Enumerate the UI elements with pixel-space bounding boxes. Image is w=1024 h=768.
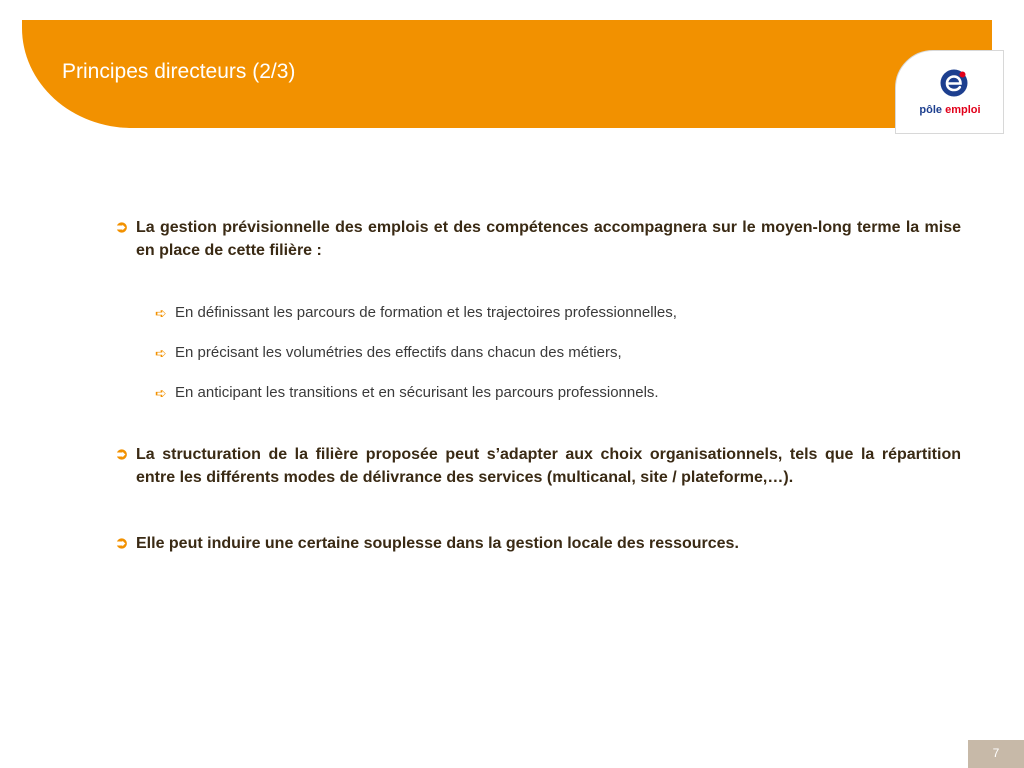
page-number: 7 xyxy=(992,746,1000,760)
sub-bullet-text: En anticipant les transitions et en sécurisant les parcours professionnels. xyxy=(175,384,659,401)
bullet-item-3 xyxy=(115,532,961,555)
sub-bullet-text: En précisant les volumétries des effectifs dans chacun des métiers, xyxy=(175,344,622,361)
sub-bullet-text: En définissant les parcours de formation et les trajectoires professionnelles, xyxy=(175,304,677,321)
logo-wordmark xyxy=(896,104,1004,116)
sub-bullet-item-3 xyxy=(115,383,961,403)
slide-content xyxy=(115,216,961,555)
outline-arrow-icon: ➪ xyxy=(155,345,167,361)
logo-word-pole: pôle xyxy=(919,104,943,116)
bullet-item-1 xyxy=(115,216,961,262)
curved-arrow-icon: ➲ xyxy=(115,535,129,552)
slide-title: Principes directeurs (2/3) xyxy=(62,60,296,83)
pole-emploi-e-logo-icon xyxy=(940,69,968,97)
sub-bullet-list xyxy=(115,303,961,403)
logo-word-emploi: emploi xyxy=(945,104,981,116)
sub-bullet-item-2 xyxy=(115,343,961,363)
outline-arrow-icon: ➪ xyxy=(155,385,167,401)
sub-bullet-item-1 xyxy=(115,303,961,323)
bullet-text: La structuration de la filière proposée peut s’adapter aux choix organisationnels, tels que la répartition entre les différents modes de délivrance des services (multicanal, site / plateforme,…). xyxy=(136,446,961,486)
pole-emploi-logo xyxy=(895,50,1004,134)
bullet-text: Elle peut induire une certaine souplesse dans la gestion locale des ressources. xyxy=(136,535,739,552)
bullet-item-2 xyxy=(115,443,961,489)
bullet-text: La gestion prévisionnelle des emplois et des compétences accompagnera sur le moyen-long terme la mise en place de cette filière : xyxy=(136,219,961,259)
curved-arrow-icon: ➲ xyxy=(115,219,129,236)
outline-arrow-icon: ➪ xyxy=(155,305,167,321)
curved-arrow-icon: ➲ xyxy=(115,446,129,463)
page-number-badge xyxy=(968,740,1024,768)
